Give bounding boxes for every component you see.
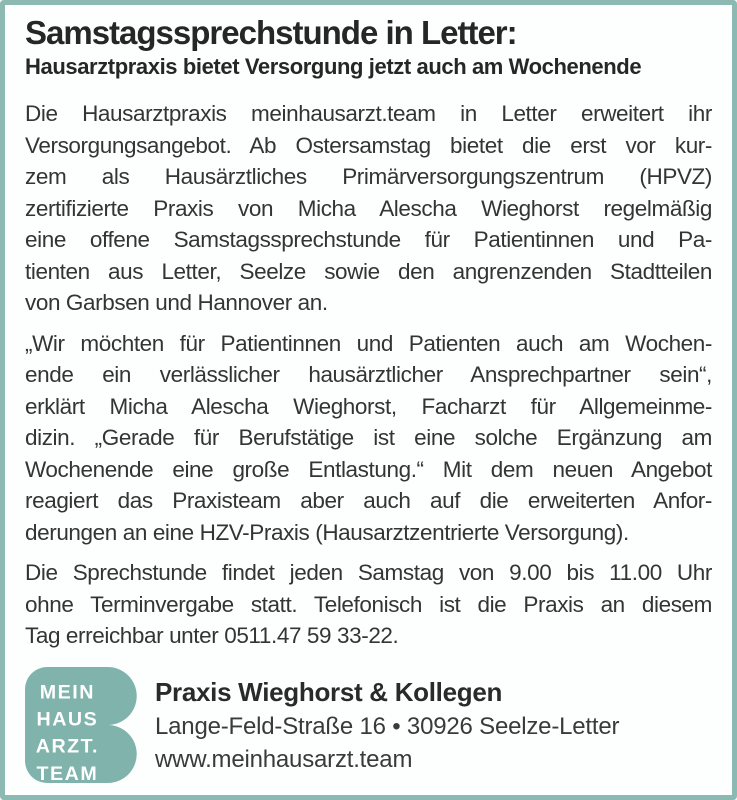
text-line: ohne Terminvergabe statt. Telefonisch ist die Praxis an diesem: [25, 591, 712, 617]
page-subtitle: Hausarztpraxis bietet Versorgung jetzt auch am Wochenende: [25, 54, 642, 79]
paragraph-quote: [25, 328, 712, 549]
logo-text-mein: MEIN: [39, 681, 95, 704]
text-line: reagiert das Praxisteam aber auch auf die erweiterten Anfor-: [25, 488, 712, 513]
text-line: eine offene Samstagssprechstunde für Patientinnen und Pa-: [25, 227, 712, 252]
practice-name: Praxis Wieghorst & Kollegen: [155, 676, 503, 707]
text-line: ende ein verlässlicher hausärztlicher Ansprechpartner sein“,: [25, 362, 712, 387]
text-line: erklärt Micha Alescha Wieghorst, Facharzt für Allgemeinme-: [25, 393, 712, 419]
logo-text-arzt: ARZT.: [35, 735, 100, 758]
footer-section: [25, 667, 712, 785]
text-line: „Wir möchten für Patientinnen und Patienten auch am Wochen-: [25, 330, 712, 356]
practice-website: www.meinhausarzt.team: [155, 745, 413, 773]
logo-text-team: TEAM: [36, 762, 99, 783]
text-line: Die Sprechstunde findet jeden Samstag von 9.00 bis 11.00 Uhr: [25, 560, 712, 585]
paragraph-intro: [25, 98, 712, 319]
paragraph-schedule: [25, 557, 712, 652]
text-line: zertifizierte Praxis von Micha Alescha Wieghorst regelmäßig: [25, 195, 712, 221]
article-body: [25, 98, 712, 652]
text-line: tienten aus Letter, Seelze sowie den angrenzenden Stadtteilen: [25, 258, 712, 284]
text-line: Wochenende eine große Entlastung.“ Mit dem neuen Angebot: [25, 456, 712, 482]
logo-text-haus: HAUS: [36, 708, 99, 731]
text-line: zem als Hausärztliches Primärversorgungszentrum (HPVZ): [25, 164, 712, 189]
practice-address: Lange-Feld-Straße 16 • 30926 Seelze-Letter: [155, 712, 620, 740]
text-line: derungen an eine HZV-Praxis (Hausarztzentrierte Versorgung).: [25, 519, 629, 545]
text-line: Tag erreichbar unter 0511.47 59 33-22.: [25, 623, 399, 648]
text-line: dizin. „Gerade für Berufstätige ist eine solche Ergänzung am: [25, 425, 712, 450]
text-line: Versorgungsangebot. Ab Ostersamstag bietet die erst vor kur-: [25, 132, 712, 158]
page-title: Samstagssprechstunde in Letter:: [25, 14, 517, 51]
practice-contact-block: [155, 675, 619, 776]
text-line: von Garbsen und Hannover an.: [25, 290, 328, 315]
meinhausarzt-team-logo: [25, 667, 137, 783]
text-line: Die Hausarztpraxis meinhausarzt.team in Letter erweitert ihr: [25, 101, 712, 126]
